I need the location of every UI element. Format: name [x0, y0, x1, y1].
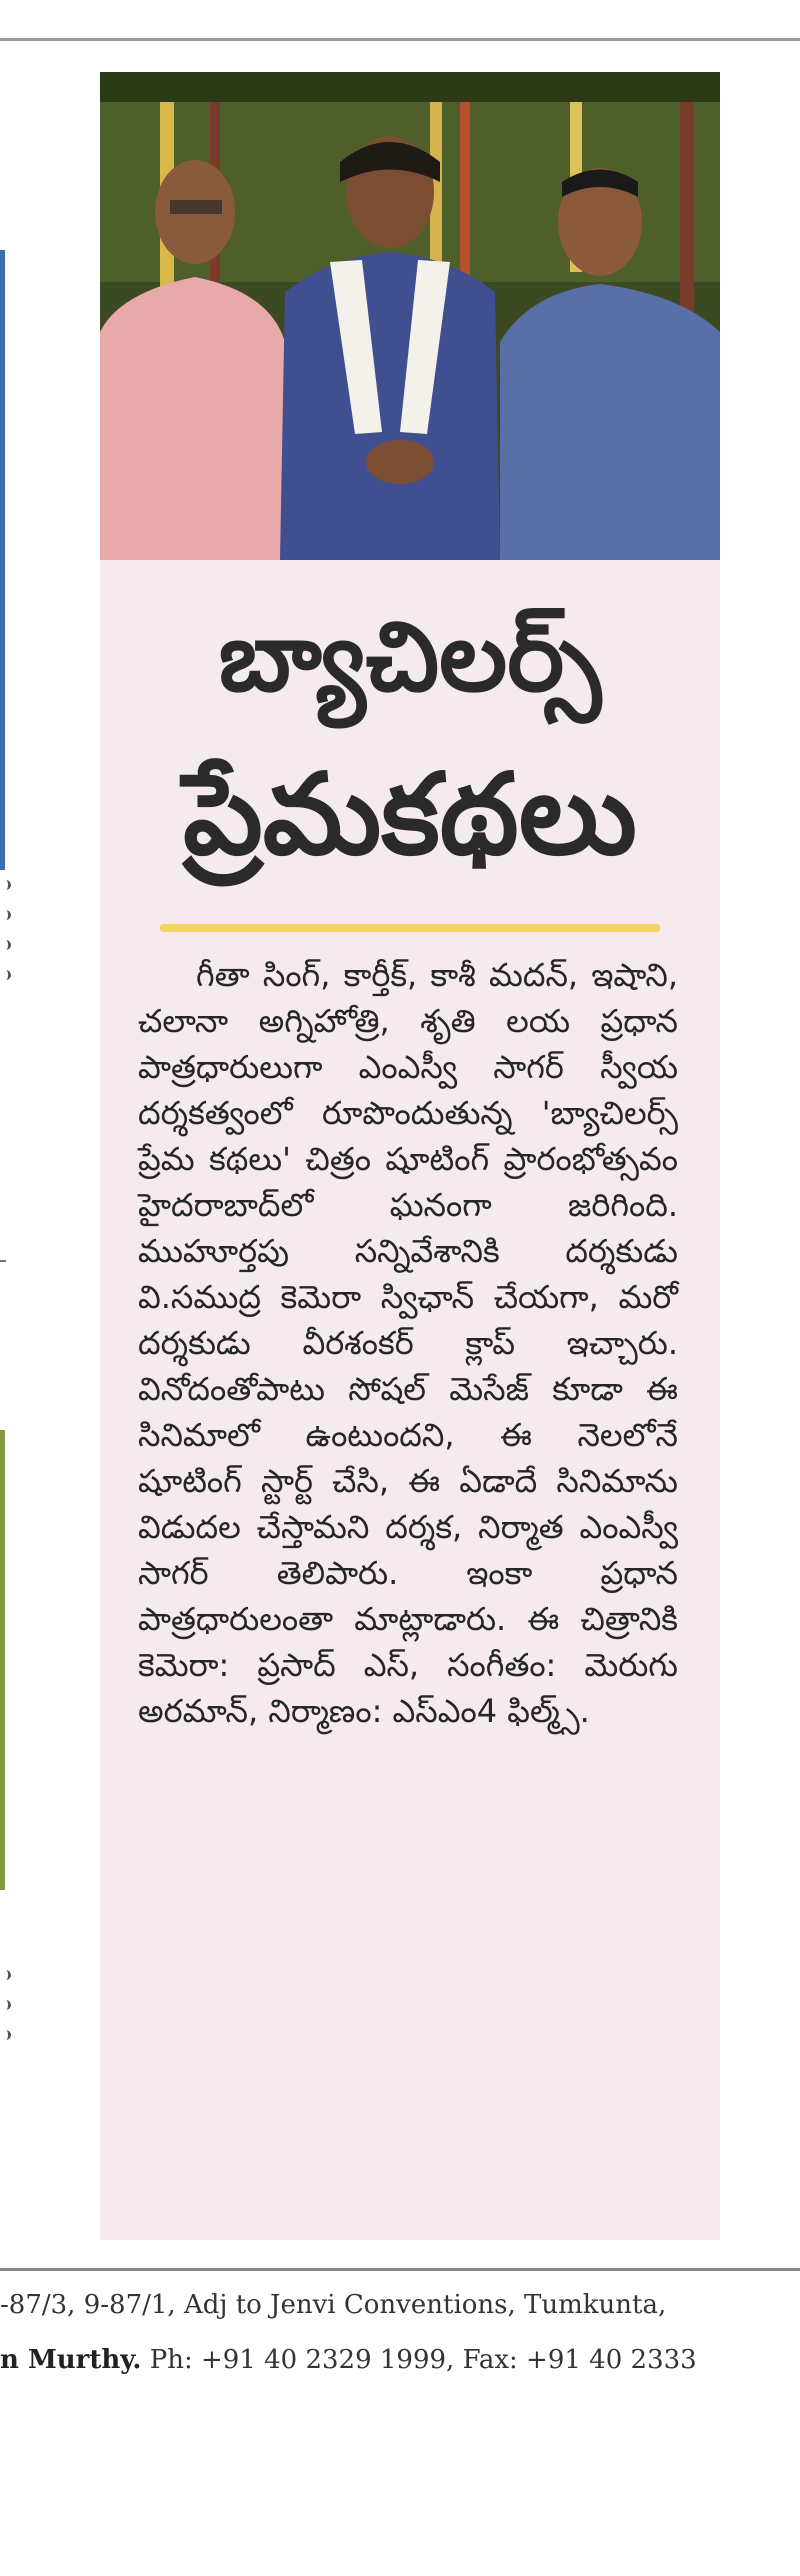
top-rule: [0, 38, 800, 41]
headline-underline: [160, 924, 660, 932]
headline-line-2: ప్రేమకథలు: [183, 750, 637, 880]
footer-phone-fax: Ph: +91 40 2329 1999, Fax: +91 40 2333: [141, 2345, 697, 2375]
footer-name: n Murthy.: [0, 2345, 142, 2375]
adjacent-column-rule: [0, 1260, 6, 1262]
adjacent-column-text-fragments-lower: [0, 1970, 14, 2060]
event-photo-image: [100, 72, 720, 560]
news-article: [100, 72, 720, 2240]
adjacent-column-edge: [0, 250, 5, 870]
footer-rule: [0, 2268, 800, 2271]
adjacent-column-image-edge: [0, 1430, 5, 1890]
headline-line-1: బ్యాచిలర్స్: [218, 601, 602, 713]
footer-contact: [0, 2345, 800, 2375]
article-body: గీతా సింగ్, కార్తీక్, కాశీ మదన్, ఇషాని, చలానా అగ్నిహోత్రి, శృతి లయ ప్రధాన పాత్రధారులుగా ఎంఎస్వీ సాగర్ స్వీయ దర్శకత్వంలో రూపొందుతున్న 'బ్యాచిలర్స్ ప్రేమ కథలు' చిత్రం షూటింగ్ ప్రారంభోత్సవం హైదరాబాద్‌లో ఘనంగా జరిగింది. ముహూర్తపు సన్నివేశానికి దర్శకుడు వి.సముద్ర కెమెరా స్విఛాన్ చేయగా, మరో దర్శకుడు వీరశంకర్ క్లాప్ ఇచ్చారు. వినోదంతోపాటు సోషల్ మెసేజ్ కూడా ఈ సినిమాలో ఉంటుందని, ఈ నెలలోనే షూటింగ్ స్టార్ట్ చేసి, ఈ ఏడాదే సినిమాను విడుదల చేస్తామని దర్శక, నిర్మాత ఎంఎస్వీ సాగర్ తెలిపారు. ఇంకా ప్రధాన పాత్రధారులంతా మాట్లాడారు. ఈ చిత్రానికి కెమెరా: ప్రసాద్ ఎస్, సంగీతం: మెరుగు అరమాన్, నిర్మాణం: ఎస్ఎం4 ఫిల్మ్స్.: [138, 956, 678, 1730]
adjacent-column-text-fragments: [0, 880, 14, 1000]
footer-address: -87/3, 9-87/1, Adj to Jenvi Conventions, Tumkunta,: [0, 2290, 667, 2320]
article-photo: [100, 72, 720, 560]
